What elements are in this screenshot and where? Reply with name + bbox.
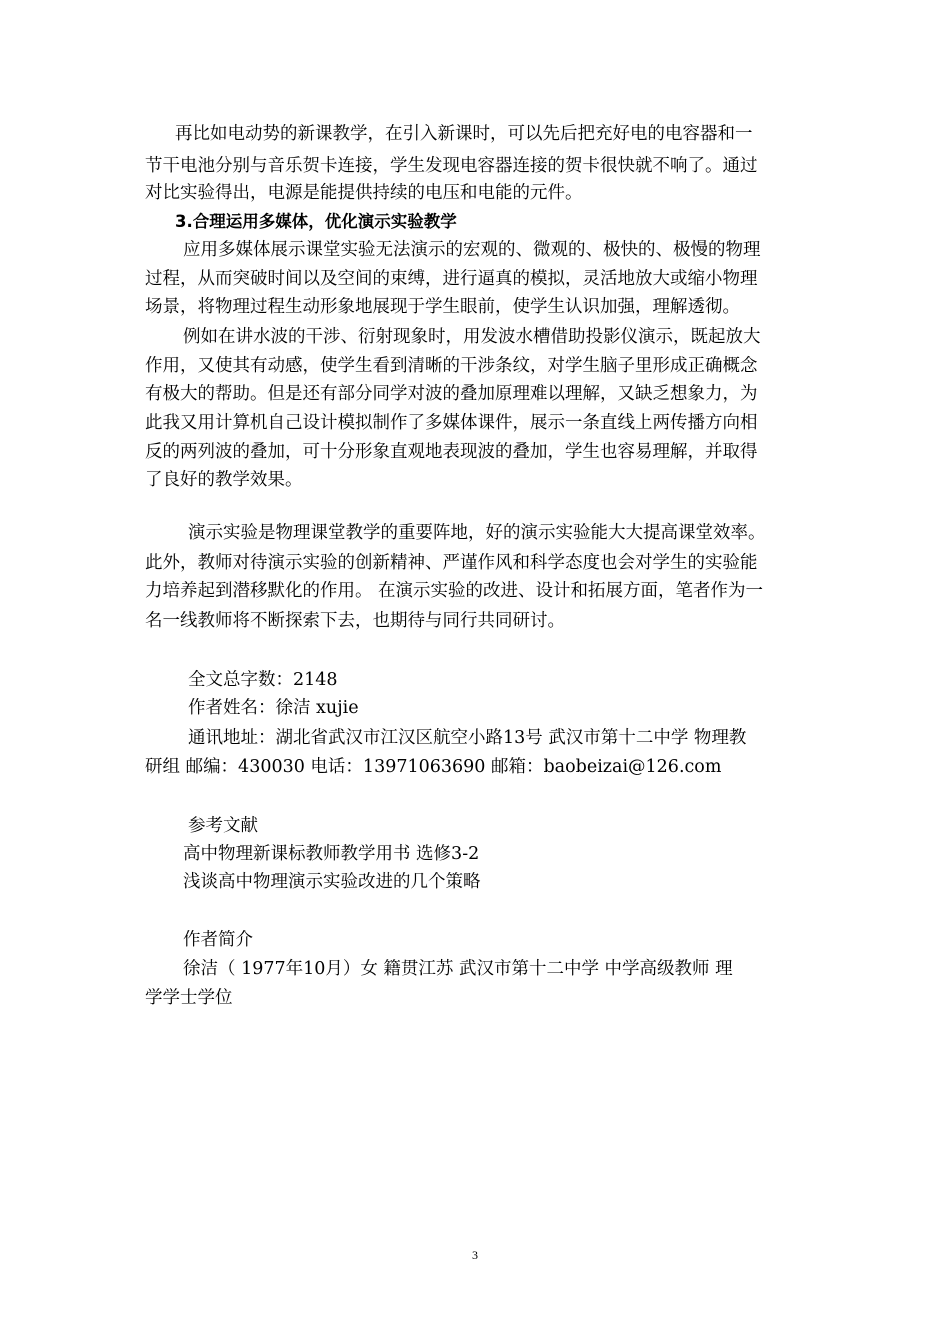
references-title: 参考文献 [188, 816, 258, 836]
paragraph-multimedia-line: 应用多媒体展示课堂实验无法演示的宏观的、微观的、极快的、极慢的物理 [183, 240, 761, 260]
paragraph-emf-line: 节干电池分别与音乐贺卡连接，学生发现电容器连接的贺卡很快就不响了。通过 [145, 156, 758, 176]
reference-item: 高中物理新课标教师教学用书 选修3-2 [183, 844, 480, 864]
page-number: 3 [472, 1248, 478, 1262]
paragraph-waves-line: 例如在讲水波的干涉、衍射现象时，用发波水槽借助投影仪演示，既起放大 [183, 327, 761, 347]
paragraph-multimedia-line: 过程，从而突破时间以及空间的束缚，进行逼真的模拟，灵活地放大或缩小物理 [145, 269, 758, 289]
address-line: 通讯地址：湖北省武汉市江汉区航空小路13号 武汉市第十二中学 物理教 [188, 728, 747, 748]
author-bio-title: 作者简介 [183, 930, 253, 950]
reference-item: 浅谈高中物理演示实验改进的几个策略 [183, 872, 481, 892]
paragraph-waves-line: 此我又用计算机自己设计模拟制作了多媒体课件，展示一条直线上两传播方向相 [145, 413, 758, 433]
author-name: 作者姓名：徐洁 xujie [188, 698, 359, 718]
paragraph-emf-line: 再比如电动势的新课教学，在引入新课时，可以先后把充好电的电容器和一 [175, 124, 753, 144]
paragraph-conclusion-line: 演示实验是物理课堂教学的重要阵地，好的演示实验能大大提高课堂效率。 [188, 523, 766, 543]
word-count: 全文总字数：2148 [188, 670, 338, 690]
paragraph-conclusion-line: 力培养起到潜移默化的作用。 在演示实验的改进、设计和拓展方面，笔者作为一 [145, 581, 764, 601]
author-bio-line: 徐洁（ 1977年10月）女 籍贯江苏 武汉市第十二中学 中学高级教师 理 [183, 959, 733, 979]
paragraph-waves-line: 反的两列波的叠加，可十分形象直观地表现波的叠加，学生也容易理解，并取得 [145, 442, 758, 462]
address-line: 研组 邮编：430030 电话：13971063690 邮箱：baobeizai@126.com [145, 757, 722, 777]
paragraph-multimedia-line: 场景，将物理过程生动形象地展现于学生眼前，使学生认识加强，理解透彻。 [145, 297, 740, 317]
paragraph-conclusion-line: 此外，教师对待演示实验的创新精神、严谨作风和科学态度也会对学生的实验能 [145, 553, 758, 573]
section-heading: 3.合理运用多媒体，优化演示实验教学 [175, 212, 457, 231]
paragraph-waves-line: 了良好的教学效果。 [145, 470, 303, 490]
paragraph-waves-line: 有极大的帮助。但是还有部分同学对波的叠加原理难以理解，又缺乏想象力，为 [145, 384, 758, 404]
paragraph-waves-line: 作用，又使其有动感，使学生看到清晰的干涉条纹，对学生脑子里形成正确概念 [145, 356, 758, 376]
author-bio-line: 学学士学位 [145, 988, 233, 1008]
paragraph-conclusion-line: 名一线教师将不断探索下去，也期待与同行共同研讨。 [145, 611, 565, 631]
paragraph-emf-line: 对比实验得出，电源是能提供持续的电压和电能的元件。 [145, 183, 583, 203]
